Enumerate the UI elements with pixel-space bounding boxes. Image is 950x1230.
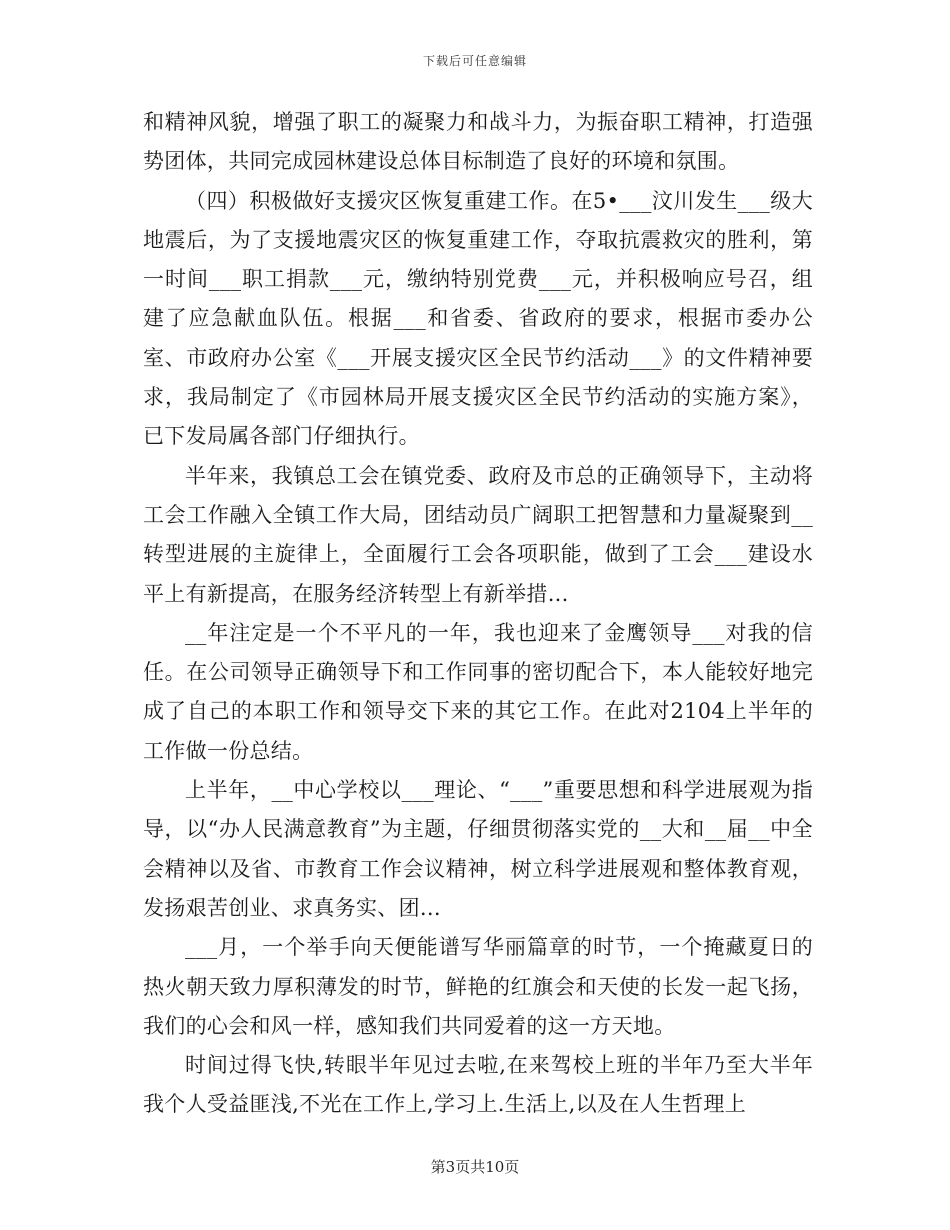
paragraph: （四）积极做好支援灾区恢复重建工作。在5•___汶川发生___级大地震后，为了支援地震灾区的恢复重建工作，夺取抗震救灾的胜利，第一时间___职工捐款___元，缴纳特别党费___元，并积极响应号召，组建了应急献血队伍。根据___和省委、省政府的要求，根据市委办公室、市政府办公室《___开展支援灾区全民节约活动___》的文件精神要求，我局制定了《市园林局开展支援灾区全民节约活动的实施方案》，已下发局属各部门仔细执行。 — [143, 188, 813, 449]
page-header: 下载后可任意编辑 — [422, 54, 527, 68]
page-number-footer: 第3页共10页 — [430, 1158, 520, 1176]
paragraph: __年注定是一个不平凡的一年，我也迎来了金鹰领导___对我的信任。在公司领导正确领导下和工作同事的密切配合下，本人能较好地完成了自己的本职工作和领导交下来的其它工作。在此对2104上半年的工作做一份总结。 — [143, 620, 813, 763]
paragraph: 和精神风貌，增强了职工的凝聚力和战斗力，为振奋职工精神，打造强势团体，共同完成园林建设总体目标制造了良好的环境和氛围。 — [143, 110, 813, 174]
paragraph: 上半年，__中心学校以___理论、“___”重要思想和科学进展观为指导，以“办人民满意教育”为主题，仔细贯彻落实党的__大和__届__中全会精神以及省、市教育工作会议精神，树立科学进展观和整体教育观，发扬艰苦创业、求真务实、团... — [143, 778, 813, 920]
paragraph: 时间过得飞快,转眼半年见过去啦,在来驾校上班的半年乃至大半年我个人受益匪浅,不光在工作上,学习上.生活上,以及在人生哲理上 — [143, 1053, 813, 1117]
document-body — [143, 103, 813, 1125]
paragraph: 半年来，我镇总工会在镇党委、政府及市总的正确领导下，主动将工会工作融入全镇工作大局，团结动员广阔职工把智慧和力量凝聚到__转型进展的主旋律上，全面履行工会各项职能，做到了工会___建设水平上有新提高，在服务经济转型上有新举措... — [143, 463, 813, 606]
paragraph: ___月，一个举手向天便能谱写华丽篇章的时节，一个掩藏夏日的热火朝天致力厚积薄发的时节，鲜艳的红旗会和天使的长发一起飞扬，我们的心会和风一样，感知我们共同爱着的这一方天地。 — [143, 935, 813, 1038]
